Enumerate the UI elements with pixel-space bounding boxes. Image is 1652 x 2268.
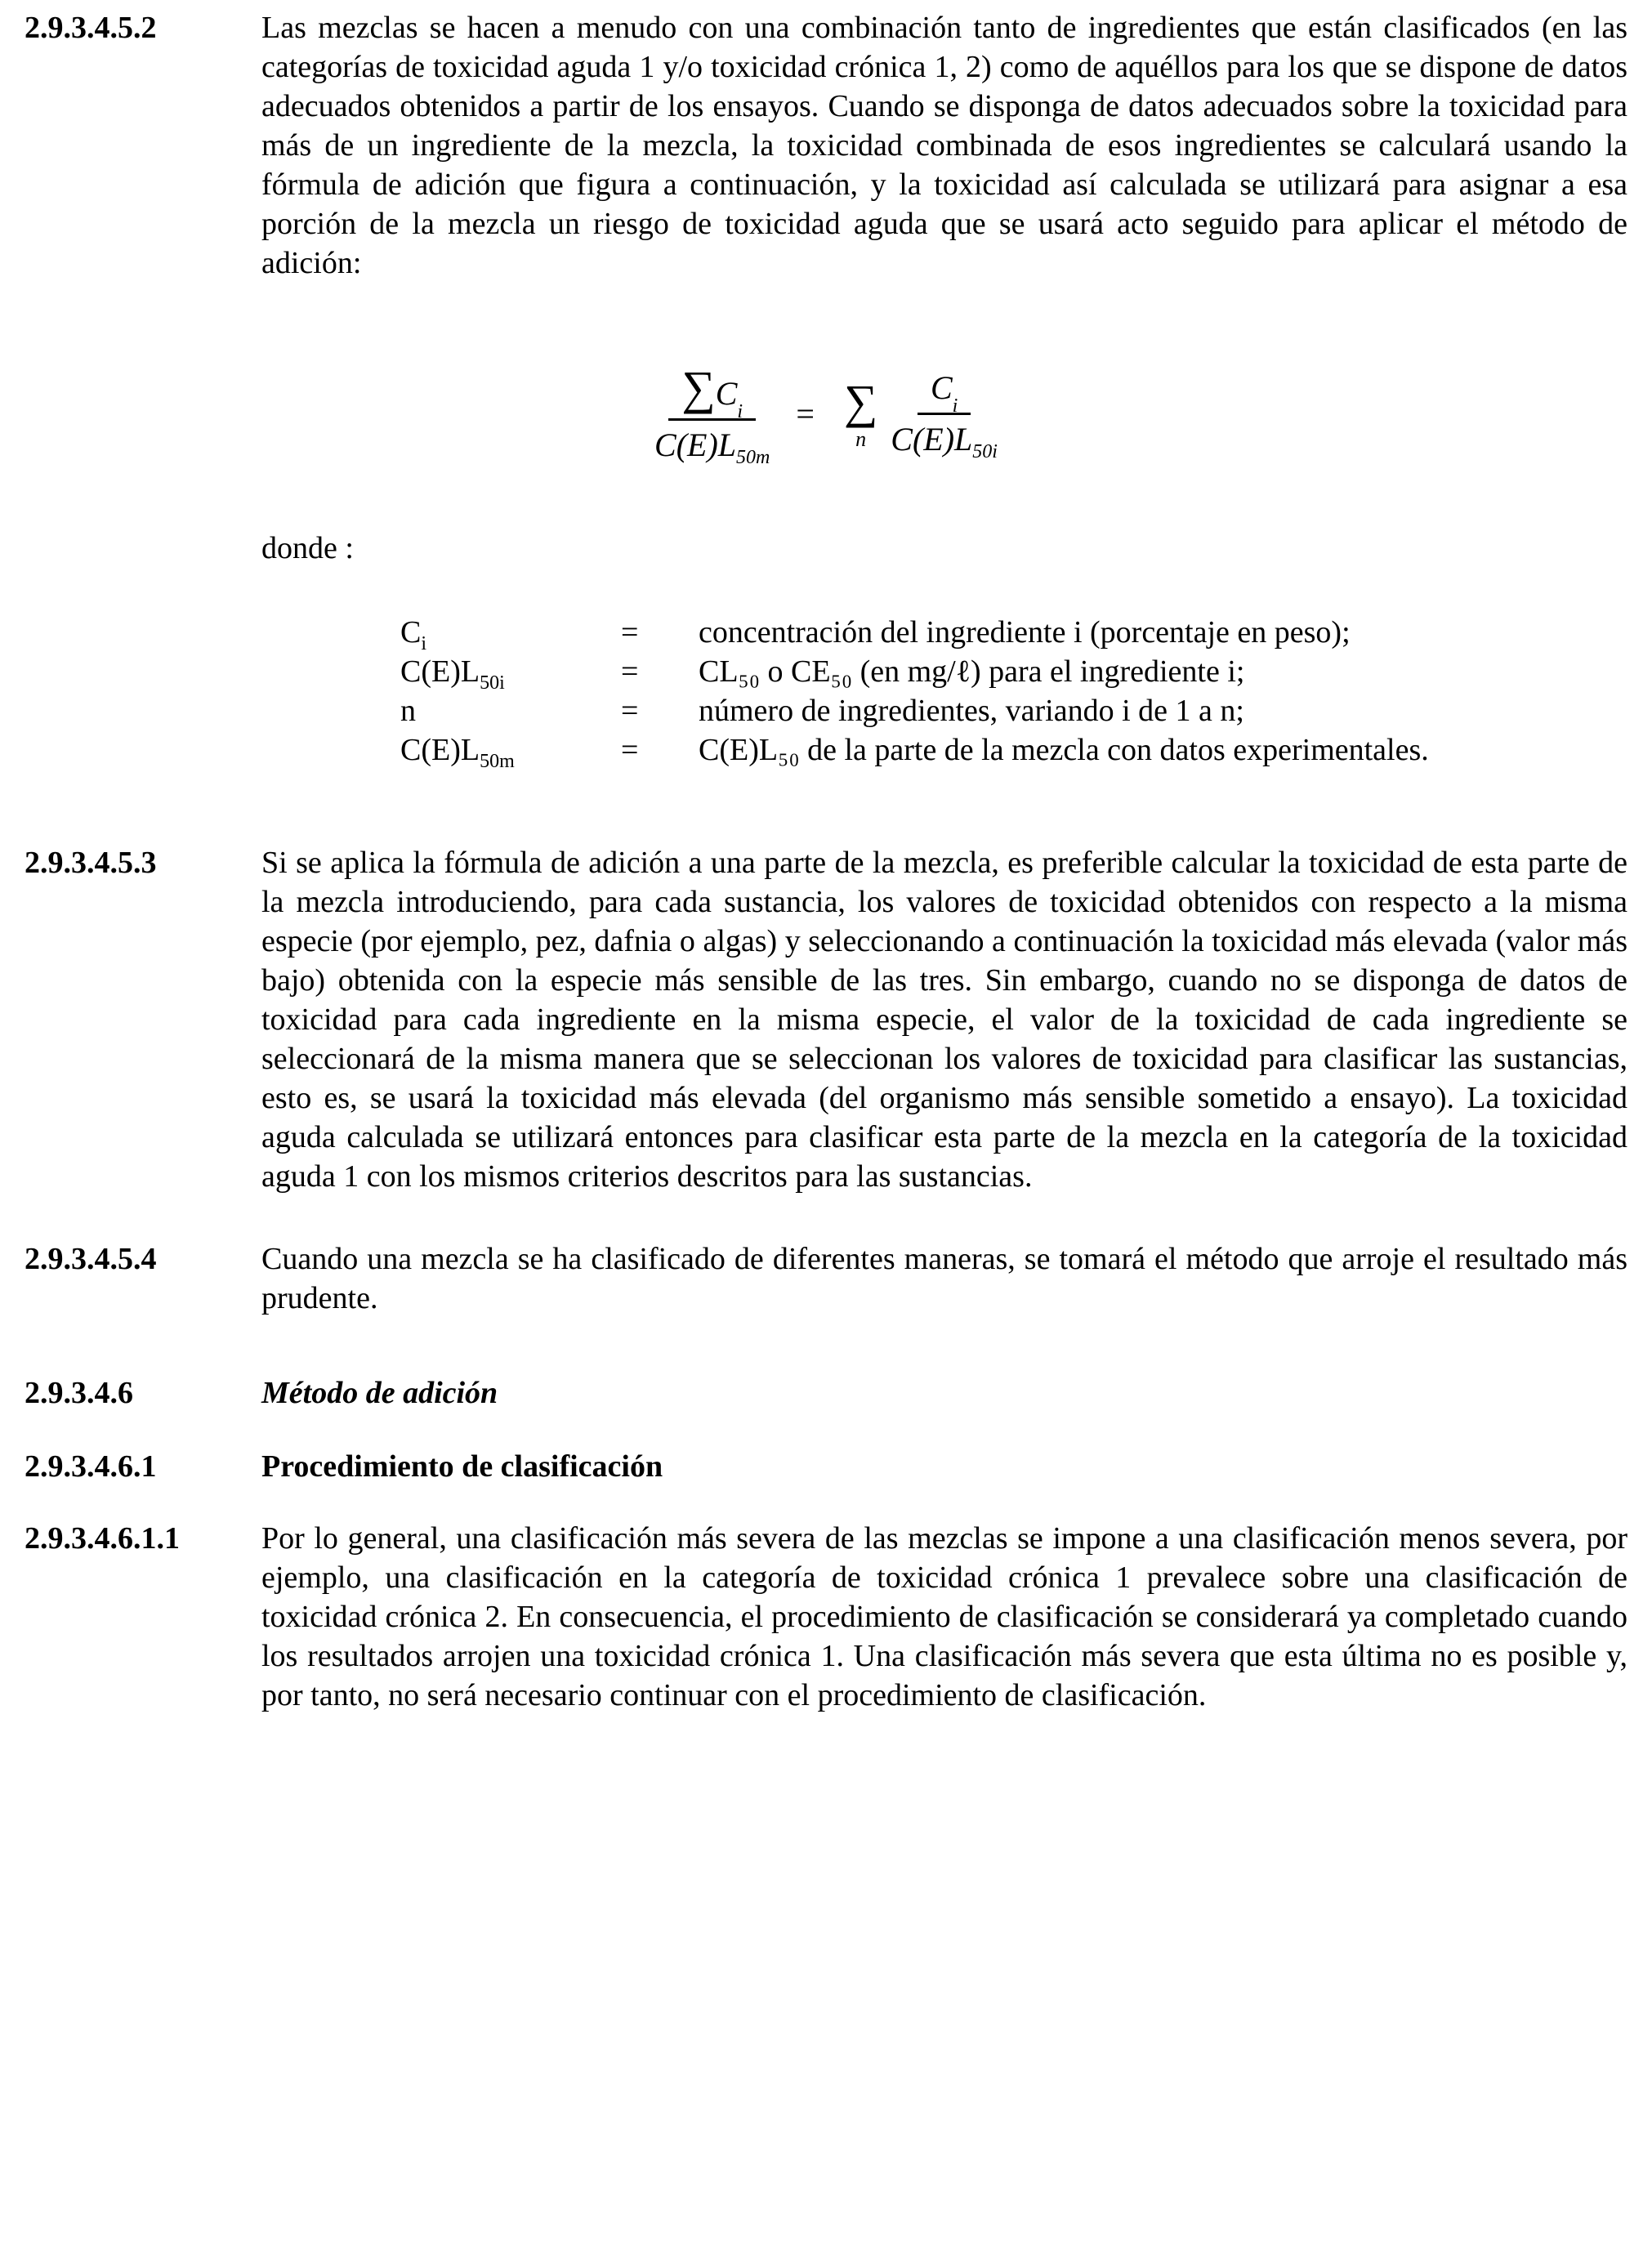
definition-equals: = bbox=[621, 654, 639, 689]
fraction-rhs-numerator: C i bbox=[918, 370, 971, 415]
fraction-rhs-denominator bbox=[886, 415, 1002, 462]
section-heading: Método de adición bbox=[261, 1376, 498, 1410]
variable-c: C bbox=[930, 369, 953, 406]
definition-description: C(E)L₅₀ de la parte de la mezcla con datos experimentales. bbox=[699, 733, 1429, 767]
paragraph-text: Por lo general, una clasificación más severa de las mezclas se impone a una clasificación menos severa, por ejemplo, una clasificación en la categoría de toxicidad crónica 1 prevalece sobre una clasificación de toxicidad crónica 2. En consecuencia, el procedimiento de clasificación se considerará ya completado cuando los resultados arrojen una toxicidad crónica 1. Una clasificación más severa que esta última no es posible y, por tanto, no será necesario continuar con el procedimiento de clasificación. bbox=[261, 1521, 1627, 1712]
heading-row bbox=[25, 1373, 1627, 1413]
paragraph-row bbox=[25, 1519, 1627, 1715]
symbol-base: C(E)L bbox=[400, 733, 480, 767]
denominator-base: C(E)L bbox=[891, 421, 973, 458]
fraction-lhs-denominator bbox=[650, 421, 775, 468]
definition-description: concentración del ingrediente i (porcentaje en peso); bbox=[699, 615, 1351, 650]
symbol-base: C(E)L bbox=[400, 654, 480, 689]
addition-formula bbox=[650, 361, 1002, 468]
variable-c: C bbox=[715, 375, 738, 412]
formula-block bbox=[25, 361, 1627, 468]
where-label: donde : bbox=[261, 531, 354, 565]
definition-equals: = bbox=[621, 733, 639, 767]
section-number: 2.9.3.4.5.2 bbox=[25, 11, 157, 45]
paragraph-row bbox=[25, 8, 1627, 283]
symbol-base: C bbox=[400, 615, 422, 650]
fraction-lhs bbox=[650, 361, 775, 468]
summation-symbol: ∑ bbox=[681, 361, 716, 414]
definition-symbol bbox=[400, 730, 621, 770]
symbol-base: n bbox=[400, 694, 416, 728]
symbol-subscript: 50i bbox=[480, 672, 505, 694]
section-number: 2.9.3.4.6.1.1 bbox=[25, 1521, 180, 1556]
summation-index: n bbox=[855, 426, 867, 451]
equals-sign: = bbox=[796, 395, 815, 432]
denominator-subscript: 50m bbox=[736, 447, 770, 468]
fraction-rhs bbox=[886, 369, 1002, 462]
section-number: 2.9.3.4.6 bbox=[25, 1376, 133, 1410]
symbol-subscript: i bbox=[421, 633, 427, 654]
definitions-table bbox=[400, 613, 1627, 770]
paragraph-row bbox=[25, 1239, 1627, 1318]
section-heading: Procedimiento de clasificación bbox=[261, 1449, 663, 1484]
summation-symbol: ∑ bbox=[843, 374, 878, 428]
symbol-subscript: 50m bbox=[480, 751, 515, 772]
summation-with-index bbox=[843, 374, 878, 451]
paragraph-text: Las mezclas se hacen a menudo con una combinación tanto de ingredientes que están clasificados (en las categorías de toxicidad aguda 1 y/o toxicidad crónica 1, 2) como de aquéllos para los que se dispone de datos adecuados obtenidos a partir de los ensayos. Cuando se disponga de datos adecuados sobre la toxicidad para más de un ingrediente de la mezcla, la toxicidad combinada de esos ingredientes se calculará usando la fórmula de adición que figura a continuación, y la toxicidad así calculada se utilizará para asignar a esa porción de la mezcla un riesgo de toxicidad aguda que se usará acto seguido para aplicar el método de adición: bbox=[261, 11, 1627, 280]
fraction-lhs-numerator: ∑ C i bbox=[668, 364, 756, 421]
definition-description: CL₅₀ o CE₅₀ (en mg/ℓ) para el ingrediente i; bbox=[699, 654, 1245, 689]
where-row bbox=[25, 529, 1627, 568]
section-number: 2.9.3.4.5.3 bbox=[25, 846, 157, 880]
definition-symbol bbox=[400, 613, 621, 652]
definition-equals: = bbox=[621, 694, 639, 728]
definition-description: número de ingredientes, variando i de 1 a n; bbox=[699, 694, 1244, 728]
paragraph-text: Si se aplica la fórmula de adición a una parte de la mezcla, es preferible calcular la toxicidad de esta parte de la mezcla introduciendo, para cada sustancia, los valores de toxicidad obtenidos con respecto a la misma especie (por ejemplo, pez, dafnia o algas) y seleccionando a continuación la toxicidad más elevada (valor más bajo) obtenida con la especie más sensible de las tres. Sin embargo, cuando no se disponga de datos de toxicidad para cada ingrediente en la misma especie, el valor de la toxicidad de cada ingrediente se seleccionará de la misma manera que se seleccionan los valores de toxicidad para clasificar las sustancias, esto es, se usará la toxicidad más elevada (del organismo más sensible sometido a ensayo). La toxicidad aguda calculada se utilizará entonces para clasificar esta parte de la mezcla en la categoría de la toxicidad aguda 1 con los mismos criterios descritos para las sustancias. bbox=[261, 846, 1627, 1194]
paragraph-row bbox=[25, 843, 1627, 1196]
section-number: 2.9.3.4.5.4 bbox=[25, 1242, 157, 1276]
definition-symbol bbox=[400, 691, 621, 730]
section-number: 2.9.3.4.6.1 bbox=[25, 1449, 157, 1484]
paragraph-text: Cuando una mezcla se ha clasificado de diferentes maneras, se tomará el método que arroje el resultado más prudente. bbox=[261, 1242, 1627, 1315]
definition-equals: = bbox=[621, 615, 639, 650]
heading-row bbox=[25, 1447, 1627, 1486]
denominator-base: C(E)L bbox=[654, 426, 737, 463]
denominator-subscript: 50i bbox=[972, 441, 998, 462]
definition-symbol bbox=[400, 652, 621, 694]
